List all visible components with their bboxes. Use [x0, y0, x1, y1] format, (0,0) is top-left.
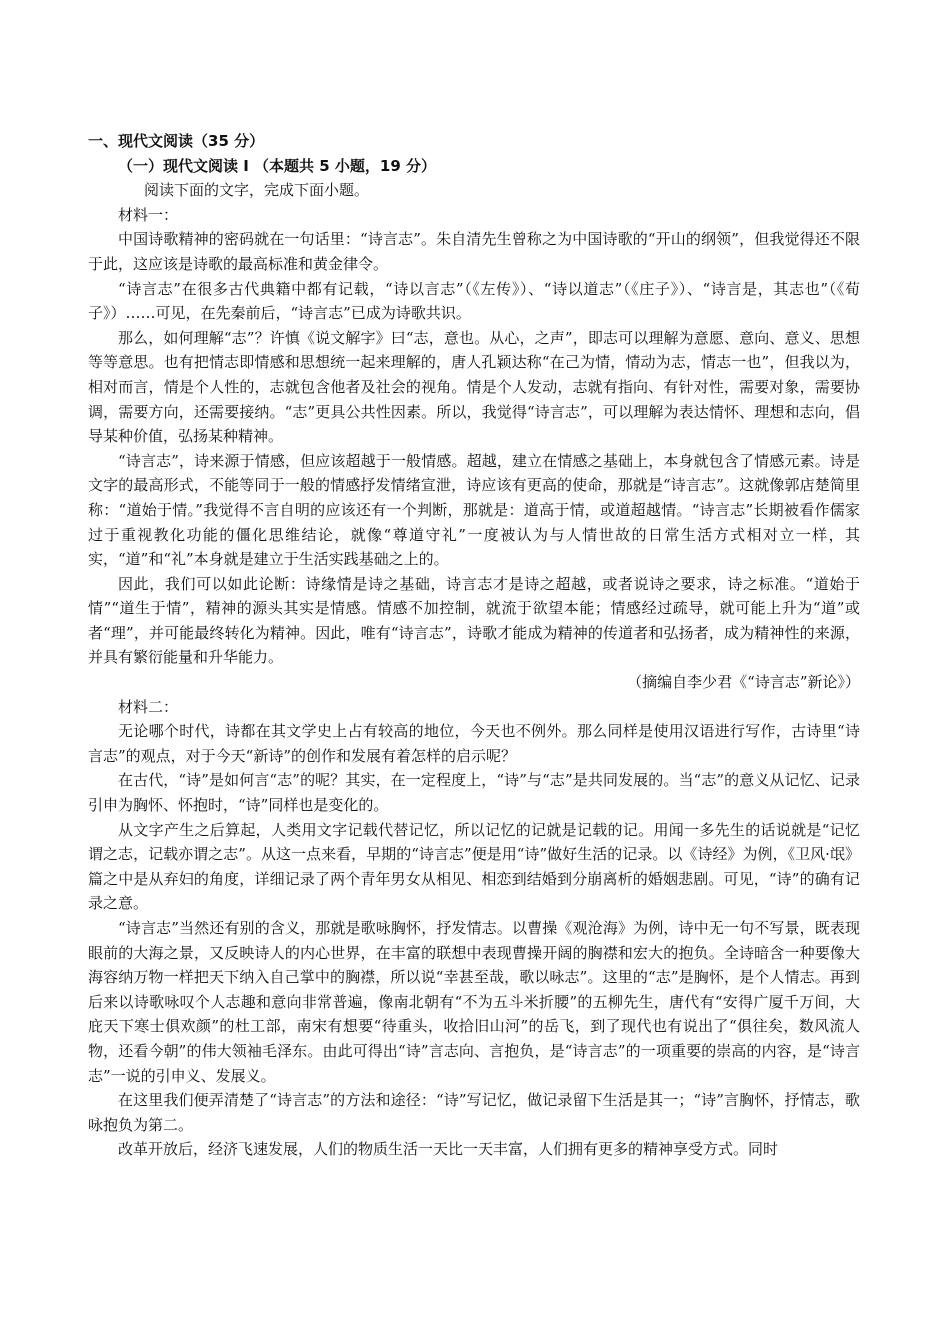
- material-1-label: 材料一：: [118, 205, 179, 224]
- instruction: 阅读下面的文字，完成下面小题。: [144, 181, 370, 200]
- section-title: 一、现代文阅读（35 分）: [88, 132, 265, 150]
- material-2-paragraph: “诗言志”当然还有别的含义，那就是歌咏胸怀，抒发情志。以曹操《观沧海》为例，诗中无一句不写景，既表现眼前的大海之景，又反映诗人的内心世界，在丰富的联想中表现曹操开阔的胸襟和宏大的抱负。全诗暗含一种要像大海容纳万物一样把天下纳入自己掌中的胸襟，所以说“幸甚至哉，歌以咏志”。这里的“志”是胸怀，是个人情志。再到后来以诗歌咏叹个人志趣和意向非常普遍，像南北朝有“不为五斗米折腰”的五柳先生，唐代有“安得广厦千万间，大庇天下寒士俱欢颜”的杜工部，南宋有想要“待重头，收拾旧山河”的岳飞，到了现代也有说出了“俱往矣，数风流人物，还看今朝”的伟大领袖毛泽东。由此可得出“诗”言志向、言抱负，是“诗言志”的一项重要的崇高的内容，是“诗言志”一说的引申义、发展义。: [88, 919, 860, 1085]
- material-1-paragraph: 中国诗歌精神的密码就在一句话里：“诗言志”。朱自清先生曾称之为中国诗歌的“开山的纲领”，但我觉得还不限于此，这应该是诗歌的最高标准和黄金律令。: [88, 230, 860, 273]
- material-2-paragraph: 在这里我们便弄清楚了“诗言志”的方法和途径：“诗”写记忆，做记录留下生活是其一；“诗”言胸怀，抒情志，歌咏抱负为第二。: [88, 1091, 860, 1134]
- material-2-paragraph: 无论哪个时代，诗都在其文学史上占有较高的地位，今天也不例外。那么同样是使用汉语进行写作，古诗里“诗言志”的观点，对于今天“新诗”的创作和发展有着怎样的启示呢？: [88, 722, 860, 765]
- subsection-title: （一）现代文阅读 Ⅰ （本题共 5 小题，19 分）: [118, 156, 437, 175]
- material-1-source: （摘编自李少君《“诗言志”新论》）: [627, 673, 860, 692]
- material-1-paragraph: “诗言志”，诗来源于情感，但应该超越于一般情感。超越，建立在情感之基础上，本身就包含了情感元素。诗是文字的最高形式，不能等同于一般的情感抒发情绪宣泄，诗应该有更高的使命，那就是“诗言志”。这就像郭店楚简里称：“道始于情。”我觉得不言自明的应该还有一个判断，那就是：道高于情，或道超越情。“诗言志”长期被看作儒家过于重视教化功能的僵化思维结论，就像“尊道守礼”一度被认为与人情世故的日常生活方式相对立一样，其实，“道”和“礼”本身就是建立于生活实践基础之上的。: [88, 451, 860, 569]
- material-2-paragraph: 改革开放后，经济飞速发展，人们的物质生活一天比一天丰富，人们拥有更多的精神享受方式。同时: [118, 1140, 779, 1159]
- material-2-label: 材料二：: [118, 697, 179, 716]
- material-2-paragraph: 在古代，“诗”是如何言“志”的呢？其实，在一定程度上，“诗”与“志”是共同发展的。当“志”的意义从记忆、记录引申为胸怀、怀抱时，“诗”同样也是变化的。: [88, 771, 860, 815]
- material-2-paragraph: 从文字产生之后算起，人类用文字记载代替记忆，所以记忆的记就是记载的记。用闻一多先生的话说就是“记忆谓之志，记载亦谓之志”。从这一点来看，早期的“诗言志”便是用“诗”做好生活的记录。以《诗经》为例，《卫风·氓》篇之中是从弃妇的角度，详细记录了两个青年男女从相见、相恋到结婚到分崩离析的婚姻悲剧。可见，“诗”的确有记录之意。: [88, 820, 860, 913]
- material-1-paragraph: “诗言志”在很多古代典籍中都有记载，“诗以言志”（《左传》）、“诗以道志”（《庄子》）、“诗言是，其志也”（《荀子》）……可见，在先秦前后，“诗言志”已成为诗歌共识。: [88, 279, 860, 323]
- material-1-paragraph: 因此，我们可以如此论断：诗缘情是诗之基础，诗言志才是诗之超越，或者说诗之要求，诗之标准。“道始于情”“道生于情”，精神的源头其实是情感。情感不加控制，就流于欲望本能；情感经过疏导，就可能上升为“道”或者“理”，并可能最终转化为精神。因此，唯有“诗言志”，诗歌才能成为精神的传道者和弘扬者，成为精神性的来源，并具有繁衍能量和升华能力。: [88, 574, 860, 667]
- reading-section: [88, 129, 860, 1162]
- material-1-paragraph: 那么，如何理解“志”？许慎《说文解字》曰“志，意也。从心，之声”，即志可以理解为意愿、意向、意义、思想等等意思。也有把情志即情感和思想统一起来理解的，唐人孔颖达称“在己为情，情动为志，情志一也”，但我以为，相对而言，情是个人性的，志就包含他者及社会的视角。情是个人发动，志就有指向、有针对性，需要对象，需要协调，需要方向，还需要接纳。“志”更具公共性因素。所以，我觉得“诗言志”，可以理解为表达情怀、理想和志向，倡导某种价值，弘扬某种精神。: [88, 328, 860, 446]
